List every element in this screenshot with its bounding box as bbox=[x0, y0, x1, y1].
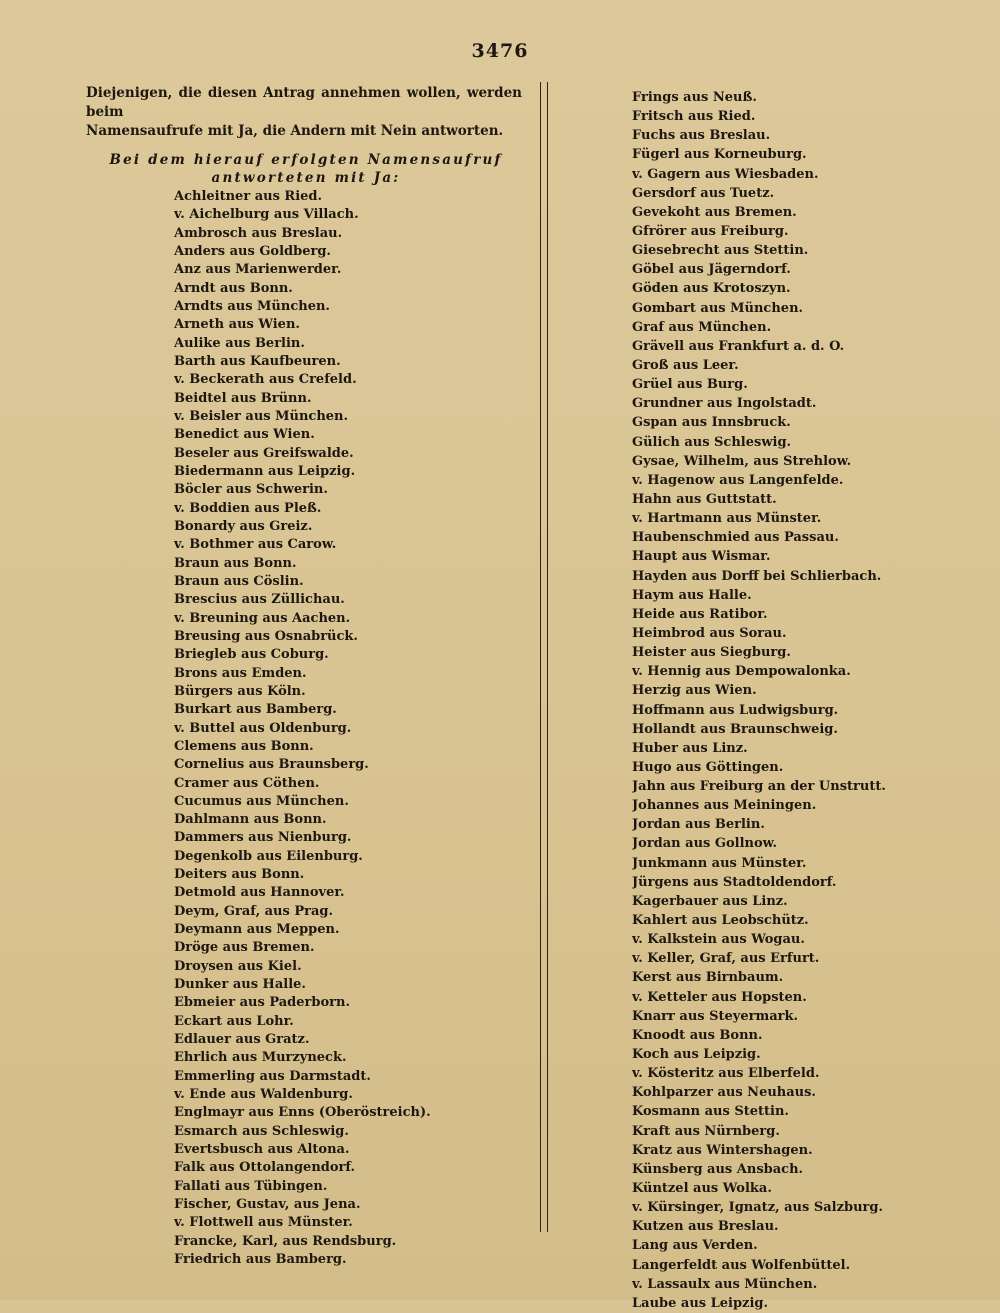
deputy-name-entry: Aulike aus Berlin. bbox=[174, 335, 305, 351]
deputy-name-entry: Jahn aus Freiburg an der Unstrutt. bbox=[632, 779, 886, 795]
deputy-name-entry: v. Bothmer aus Carow. bbox=[174, 537, 337, 553]
deputy-name-entry: Hahn aus Guttstatt. bbox=[632, 491, 777, 507]
deputy-name-entry: Brons aus Emden. bbox=[174, 665, 307, 681]
deputy-name-entry: Dammers aus Nienburg. bbox=[174, 830, 352, 846]
deputy-name-entry: Braun aus Cöslin. bbox=[174, 573, 304, 589]
deputy-name-entry: Gersdorf aus Tuetz. bbox=[632, 185, 775, 201]
deputy-name-entry: Cramer aus Cöthen. bbox=[174, 775, 320, 791]
deputy-name-entry: v. Beisler aus München. bbox=[174, 408, 349, 424]
deputy-name-entry: Hayden aus Dorff bei Schlierbach. bbox=[632, 568, 882, 584]
deputy-name-entry: Cucumus aus München. bbox=[174, 793, 349, 809]
deputy-name-entry: Kratz aus Wintershagen. bbox=[632, 1142, 813, 1158]
deputy-name-entry: Clemens aus Bonn. bbox=[174, 738, 314, 754]
deputy-name-entry: Jordan aus Berlin. bbox=[632, 817, 765, 833]
deputy-name-entry: Hugo aus Göttingen. bbox=[632, 759, 784, 775]
deputy-name-entry: Kagerbauer aus Linz. bbox=[632, 893, 788, 909]
left-column bbox=[86, 84, 526, 1269]
deputy-name-entry: Bonardy aus Greiz. bbox=[174, 518, 313, 534]
deputy-name-entry: Küntzel aus Wolka. bbox=[632, 1181, 772, 1197]
deputy-name-entry: Detmold aus Hannover. bbox=[174, 885, 345, 901]
left-name-list bbox=[86, 188, 526, 1269]
deputy-name-entry: Barth aus Kaufbeuren. bbox=[174, 353, 341, 369]
deputy-name-entry: Dahlmann aus Bonn. bbox=[174, 812, 327, 828]
deputy-name-entry: Jordan aus Gollnow. bbox=[632, 836, 778, 852]
deputy-name-entry: v. Aichelburg aus Villach. bbox=[174, 207, 359, 223]
deputy-name-entry: Hollandt aus Braunschweig. bbox=[632, 721, 838, 737]
deputy-name-entry: Giesebrecht aus Stettin. bbox=[632, 243, 809, 259]
deputy-name-entry: Kahlert aus Leobschütz. bbox=[632, 913, 809, 929]
deputy-name-entry: v. Hartmann aus Münster. bbox=[632, 511, 822, 527]
deputy-name-entry: Künsberg aus Ansbach. bbox=[632, 1161, 804, 1177]
deputy-name-entry: Eckart aus Lohr. bbox=[174, 1013, 294, 1029]
deputy-name-entry: Fischer, Gustav, aus Jena. bbox=[174, 1197, 361, 1213]
deputy-name-entry: Ehrlich aus Murzyneck. bbox=[174, 1050, 347, 1066]
deputy-name-entry: Heide aus Ratibor. bbox=[632, 606, 768, 622]
column-divider bbox=[540, 82, 548, 1232]
deputy-name-entry: Arndts aus München. bbox=[174, 298, 330, 314]
deputy-name-entry: Kerst aus Birnbaum. bbox=[632, 970, 784, 986]
deputy-name-entry: Haupt aus Wismar. bbox=[632, 549, 771, 565]
deputy-name-entry: Friedrich aus Bamberg. bbox=[174, 1252, 347, 1268]
deputy-name-entry: Biedermann aus Leipzig. bbox=[174, 463, 356, 479]
deputy-name-entry: Knoodt aus Bonn. bbox=[632, 1027, 763, 1043]
deputy-name-entry: Deym, Graf, aus Prag. bbox=[174, 903, 334, 919]
deputy-name-entry: Koch aus Leipzig. bbox=[632, 1047, 761, 1063]
deputy-name-entry: Breusing aus Osnabrück. bbox=[174, 628, 358, 644]
right-name-list bbox=[632, 88, 962, 1313]
deputy-name-entry: Evertsbusch aus Altona. bbox=[174, 1142, 350, 1158]
deputy-name-entry: v. Flottwell aus Münster. bbox=[174, 1215, 353, 1231]
deputy-name-entry: Briegleb aus Coburg. bbox=[174, 647, 329, 663]
deputy-name-entry: Dunker aus Halle. bbox=[174, 977, 306, 993]
deputy-name-entry: Ambrosch aus Breslau. bbox=[174, 225, 343, 241]
deputy-name-entry: Jürgens aus Stadtoldendorf. bbox=[632, 874, 837, 890]
deputy-name-entry: Gevekoht aus Bremen. bbox=[632, 204, 797, 220]
deputy-name-entry: Fritsch aus Ried. bbox=[632, 109, 756, 125]
deputy-name-entry: Gspan aus Innsbruck. bbox=[632, 415, 791, 431]
deputy-name-entry: Fallati aus Tübingen. bbox=[174, 1178, 328, 1194]
deputy-name-entry: Beseler aus Greifswalde. bbox=[174, 445, 354, 461]
deputy-name-entry: Arneth aus Wien. bbox=[174, 317, 300, 333]
deputy-name-entry: Herzig aus Wien. bbox=[632, 683, 757, 699]
intro-paragraph bbox=[86, 84, 522, 141]
deputy-name-entry: Emmerling aus Darmstadt. bbox=[174, 1068, 371, 1084]
deputy-name-entry: Esmarch aus Schleswig. bbox=[174, 1123, 349, 1139]
deputy-name-entry: Gombart aus München. bbox=[632, 300, 804, 316]
deputy-name-entry: v. Keller, Graf, aus Erfurt. bbox=[632, 951, 820, 967]
deputy-name-entry: Benedict aus Wien. bbox=[174, 427, 315, 443]
deputy-name-entry: Edlauer aus Gratz. bbox=[174, 1032, 310, 1048]
intro-line-1: Diejenigen, die diesen Antrag annehmen wollen, werden beim bbox=[86, 85, 522, 120]
deputy-name-entry: Braun aus Bonn. bbox=[174, 555, 297, 571]
deputy-name-entry: Grävell aus Frankfurt a. d. O. bbox=[632, 338, 845, 354]
deputy-name-entry: Langerfeldt aus Wolfenbüttel. bbox=[632, 1257, 851, 1273]
deputy-name-entry: Fuchs aus Breslau. bbox=[632, 128, 771, 144]
deputy-name-entry: Groß aus Leer. bbox=[632, 357, 739, 373]
deputy-name-entry: Hoffmann aus Ludwigsburg. bbox=[632, 702, 839, 718]
deputy-name-entry: v. Kürsinger, Ignatz, aus Salzburg. bbox=[632, 1200, 883, 1216]
deputy-name-entry: Ebmeier aus Paderborn. bbox=[174, 995, 350, 1011]
deputy-name-entry: Francke, Karl, aus Rendsburg. bbox=[174, 1233, 397, 1249]
deputy-name-entry: Fügerl aus Korneuburg. bbox=[632, 147, 807, 163]
deputy-name-entry: Laube aus Leipzig. bbox=[632, 1295, 768, 1311]
deputy-name-entry: Deymann aus Meppen. bbox=[174, 922, 340, 938]
deputy-name-entry: Kosmann aus Stettin. bbox=[632, 1104, 789, 1120]
deputy-name-entry: Falk aus Ottolangendorf. bbox=[174, 1160, 356, 1176]
deputy-name-entry: Anz aus Marienwerder. bbox=[174, 262, 342, 278]
deputy-name-entry: Beidtel aus Brünn. bbox=[174, 390, 312, 406]
deputy-name-entry: Haym aus Halle. bbox=[632, 587, 752, 603]
deputy-name-entry: v. Kalkstein aus Wogau. bbox=[632, 932, 805, 948]
deputy-name-entry: v. Breuning aus Aachen. bbox=[174, 610, 351, 626]
deputy-name-entry: Englmayr aus Enns (Oberöstreich). bbox=[174, 1105, 431, 1121]
deputy-name-entry: v. Ketteler aus Hopsten. bbox=[632, 989, 807, 1005]
deputy-name-entry: Kohlparzer aus Neuhaus. bbox=[632, 1085, 816, 1101]
deputy-name-entry: Graf aus München. bbox=[632, 319, 772, 335]
section-heading bbox=[86, 151, 526, 187]
deputy-name-entry: Cornelius aus Braunsberg. bbox=[174, 757, 369, 773]
deputy-name-entry: Dröge aus Bremen. bbox=[174, 940, 315, 956]
intro-line-2: Namensaufrufe mit Ja, die Andern mit Nein antworten. bbox=[86, 123, 504, 139]
deputy-name-entry: v. Hagenow aus Langenfelde. bbox=[632, 472, 844, 488]
deputy-name-entry: Frings aus Neuß. bbox=[632, 90, 757, 105]
deputy-name-entry: Heimbrod aus Sorau. bbox=[632, 625, 787, 641]
deputy-name-entry: Knarr aus Steyermark. bbox=[632, 1008, 799, 1024]
deputy-name-entry: Grundner aus Ingolstadt. bbox=[632, 396, 817, 412]
deputy-name-entry: Brescius aus Züllichau. bbox=[174, 592, 345, 608]
deputy-name-entry: Böcler aus Schwerin. bbox=[174, 482, 328, 498]
deputy-name-entry: Johannes aus Meiningen. bbox=[632, 798, 817, 814]
deputy-name-entry: Göbel aus Jägerndorf. bbox=[632, 262, 791, 278]
deputy-name-entry: v. Boddien aus Pleß. bbox=[174, 500, 322, 516]
deputy-name-entry: v. Lassaulx aus München. bbox=[632, 1276, 818, 1292]
deputy-name-entry: Huber aus Linz. bbox=[632, 740, 748, 756]
deputy-name-entry: v. Ende aus Waldenburg. bbox=[174, 1087, 353, 1103]
deputy-name-entry: Heister aus Siegburg. bbox=[632, 645, 791, 661]
deputy-name-entry: Kutzen aus Breslau. bbox=[632, 1219, 779, 1235]
deputy-name-entry: Gülich aus Schleswig. bbox=[632, 434, 792, 450]
deputy-name-entry: Arndt aus Bonn. bbox=[174, 280, 293, 296]
deputy-name-entry: Deiters aus Bonn. bbox=[174, 867, 305, 883]
deputy-name-entry: Gfrörer aus Freiburg. bbox=[632, 223, 789, 239]
deputy-name-entry: Anders aus Goldberg. bbox=[174, 243, 331, 259]
deputy-name-entry: Droysen aus Kiel. bbox=[174, 958, 302, 974]
deputy-name-entry: Göden aus Krotoszyn. bbox=[632, 281, 791, 297]
heading-line-1: Bei dem hierauf erfolgten Namensaufruf bbox=[109, 152, 503, 168]
right-column bbox=[632, 88, 962, 1313]
deputy-name-entry: v. Beckerath aus Crefeld. bbox=[174, 372, 357, 388]
deputy-name-entry: v. Kösteritz aus Elberfeld. bbox=[632, 1066, 820, 1082]
deputy-name-entry: Junkmann aus Münster. bbox=[632, 855, 807, 871]
deputy-name-entry: v. Buttel aus Oldenburg. bbox=[174, 720, 352, 736]
deputy-name-entry: Grüel aus Burg. bbox=[632, 377, 748, 393]
deputy-name-entry: Lang aus Verden. bbox=[632, 1238, 758, 1254]
deputy-name-entry: v. Gagern aus Wiesbaden. bbox=[632, 166, 819, 182]
deputy-name-entry: Achleitner aus Ried. bbox=[174, 189, 323, 204]
deputy-name-entry: Kraft aus Nürnberg. bbox=[632, 1123, 780, 1139]
deputy-name-entry: v. Hennig aus Dempowalonka. bbox=[632, 664, 851, 680]
deputy-name-entry: Degenkolb aus Eilenburg. bbox=[174, 848, 363, 864]
page-number: 3476 bbox=[471, 40, 529, 62]
deputy-name-entry: Gysae, Wilhelm, aus Strehlow. bbox=[632, 453, 852, 469]
deputy-name-entry: Bürgers aus Köln. bbox=[174, 683, 306, 699]
deputy-name-entry: Haubenschmied aus Passau. bbox=[632, 530, 839, 546]
heading-line-2: antworteten mit Ja: bbox=[211, 170, 401, 186]
deputy-name-entry: Burkart aus Bamberg. bbox=[174, 702, 337, 718]
